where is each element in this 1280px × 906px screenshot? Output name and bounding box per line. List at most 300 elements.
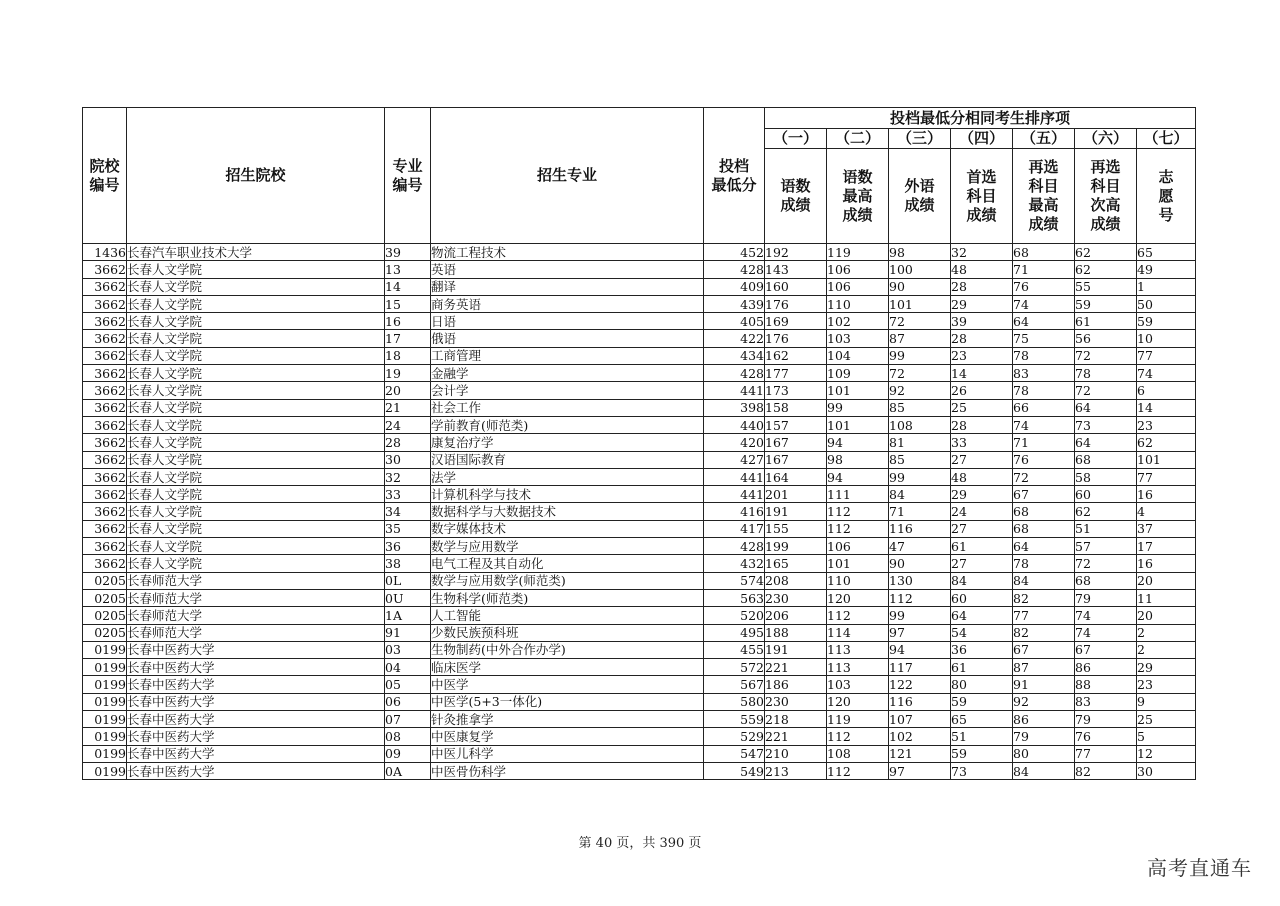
table-row — [83, 261, 1196, 278]
cell-major-name: 数学与应用数学 — [431, 538, 704, 555]
cell-major-code: 34 — [385, 503, 431, 520]
cell-score-chinese-math-max: 103 — [827, 330, 889, 347]
cell-score-second-next: 79 — [1075, 589, 1137, 606]
table-row — [83, 693, 1196, 710]
cell-score-first-subject: 29 — [951, 295, 1013, 312]
cell-score-chinese-math-max: 120 — [827, 589, 889, 606]
cell-score-first-subject: 33 — [951, 434, 1013, 451]
cell-min-score: 440 — [704, 416, 765, 433]
cell-school-name: 长春师范大学 — [127, 607, 385, 624]
cell-major-name: 工商管理 — [431, 347, 704, 364]
cell-score-first-subject: 59 — [951, 693, 1013, 710]
cell-volunteer-no: 23 — [1137, 676, 1196, 693]
cell-school-code: 3662 — [83, 278, 127, 295]
cell-school-code: 0199 — [83, 762, 127, 779]
header-order-4: （四） — [951, 129, 1013, 149]
header-sub-2: 语数 最高 成绩 — [827, 149, 889, 244]
cell-min-score: 547 — [704, 745, 765, 762]
cell-score-foreign: 108 — [889, 416, 951, 433]
cell-score-second-max: 77 — [1013, 607, 1075, 624]
header-sub-1: 语数 成绩 — [765, 149, 827, 244]
cell-major-code: 05 — [385, 676, 431, 693]
cell-score-chinese-math: 173 — [765, 382, 827, 399]
cell-school-code: 3662 — [83, 330, 127, 347]
cell-score-second-max: 75 — [1013, 330, 1075, 347]
cell-major-code: 1A — [385, 607, 431, 624]
cell-min-score: 441 — [704, 468, 765, 485]
cell-school-name: 长春人文学院 — [127, 278, 385, 295]
cell-school-name: 长春中医药大学 — [127, 693, 385, 710]
cell-major-name: 数学与应用数学(师范类) — [431, 572, 704, 589]
table-row — [83, 313, 1196, 330]
cell-min-score: 441 — [704, 382, 765, 399]
cell-major-name: 康复治疗学 — [431, 434, 704, 451]
cell-major-code: 18 — [385, 347, 431, 364]
header-sub-4: 首选 科目 成绩 — [951, 149, 1013, 244]
cell-volunteer-no: 6 — [1137, 382, 1196, 399]
cell-volunteer-no: 49 — [1137, 261, 1196, 278]
cell-major-name: 商务英语 — [431, 295, 704, 312]
header-sub-7: 志 愿 号 — [1137, 149, 1196, 244]
cell-score-second-next: 77 — [1075, 745, 1137, 762]
cell-score-second-max: 79 — [1013, 728, 1075, 745]
cell-score-second-max: 64 — [1013, 538, 1075, 555]
header-sub-5: 再选 科目 最高 成绩 — [1013, 149, 1075, 244]
cell-score-foreign: 71 — [889, 503, 951, 520]
cell-score-foreign: 121 — [889, 745, 951, 762]
cell-score-second-max: 82 — [1013, 589, 1075, 606]
cell-major-name: 少数民族预科班 — [431, 624, 704, 641]
cell-score-second-next: 64 — [1075, 399, 1137, 416]
cell-min-score: 417 — [704, 520, 765, 537]
cell-score-first-subject: 80 — [951, 676, 1013, 693]
cell-score-chinese-math-max: 109 — [827, 365, 889, 382]
cell-volunteer-no: 77 — [1137, 347, 1196, 364]
cell-score-chinese-math-max: 113 — [827, 641, 889, 658]
cell-min-score: 574 — [704, 572, 765, 589]
cell-score-chinese-math-max: 106 — [827, 261, 889, 278]
cell-score-foreign: 99 — [889, 468, 951, 485]
cell-score-chinese-math-max: 106 — [827, 278, 889, 295]
cell-score-chinese-math: 160 — [765, 278, 827, 295]
cell-major-code: 36 — [385, 538, 431, 555]
table-row — [83, 347, 1196, 364]
cell-school-code: 3662 — [83, 520, 127, 537]
cell-score-first-subject: 27 — [951, 451, 1013, 468]
cell-score-second-next: 68 — [1075, 451, 1137, 468]
cell-score-chinese-math-max: 101 — [827, 416, 889, 433]
cell-score-foreign: 116 — [889, 520, 951, 537]
cell-score-foreign: 107 — [889, 711, 951, 728]
header-sort-group: 投档最低分相同考生排序项 — [765, 108, 1196, 129]
cell-score-first-subject: 25 — [951, 399, 1013, 416]
cell-school-name: 长春师范大学 — [127, 624, 385, 641]
cell-major-code: 30 — [385, 451, 431, 468]
cell-score-foreign: 97 — [889, 624, 951, 641]
cell-min-score: 452 — [704, 244, 765, 261]
cell-school-name: 长春人文学院 — [127, 416, 385, 433]
cell-major-code: 03 — [385, 641, 431, 658]
cell-score-second-next: 72 — [1075, 347, 1137, 364]
cell-score-second-next: 59 — [1075, 295, 1137, 312]
cell-score-foreign: 100 — [889, 261, 951, 278]
cell-score-second-max: 66 — [1013, 399, 1075, 416]
cell-min-score: 434 — [704, 347, 765, 364]
cell-major-name: 社会工作 — [431, 399, 704, 416]
table-row — [83, 624, 1196, 641]
cell-major-name: 中医儿科学 — [431, 745, 704, 762]
cell-min-score: 441 — [704, 486, 765, 503]
cell-score-foreign: 99 — [889, 347, 951, 364]
table-row — [83, 416, 1196, 433]
cell-school-code: 3662 — [83, 503, 127, 520]
cell-school-code: 0199 — [83, 641, 127, 658]
cell-major-name: 临床医学 — [431, 659, 704, 676]
cell-volunteer-no: 37 — [1137, 520, 1196, 537]
table-row — [83, 295, 1196, 312]
cell-score-second-next: 79 — [1075, 711, 1137, 728]
cell-school-name: 长春师范大学 — [127, 572, 385, 589]
cell-school-name: 长春中医药大学 — [127, 676, 385, 693]
cell-score-chinese-math: 162 — [765, 347, 827, 364]
cell-min-score: 529 — [704, 728, 765, 745]
cell-score-second-max: 87 — [1013, 659, 1075, 676]
cell-school-name: 长春人文学院 — [127, 382, 385, 399]
cell-min-score: 495 — [704, 624, 765, 641]
cell-school-code: 0199 — [83, 728, 127, 745]
cell-major-code: 35 — [385, 520, 431, 537]
cell-volunteer-no: 2 — [1137, 624, 1196, 641]
cell-major-name: 中医康复学 — [431, 728, 704, 745]
table-row — [83, 486, 1196, 503]
cell-major-code: 20 — [385, 382, 431, 399]
cell-score-first-subject: 26 — [951, 382, 1013, 399]
cell-score-chinese-math: 201 — [765, 486, 827, 503]
cell-score-chinese-math-max: 101 — [827, 555, 889, 572]
cell-school-name: 长春人文学院 — [127, 468, 385, 485]
cell-min-score: 416 — [704, 503, 765, 520]
table-row — [83, 711, 1196, 728]
cell-score-foreign: 84 — [889, 486, 951, 503]
cell-school-name: 长春人文学院 — [127, 503, 385, 520]
cell-school-name: 长春人文学院 — [127, 555, 385, 572]
cell-volunteer-no: 14 — [1137, 399, 1196, 416]
cell-score-first-subject: 24 — [951, 503, 1013, 520]
cell-volunteer-no: 10 — [1137, 330, 1196, 347]
cell-min-score: 427 — [704, 451, 765, 468]
cell-score-second-max: 78 — [1013, 382, 1075, 399]
cell-score-second-max: 76 — [1013, 451, 1075, 468]
cell-major-name: 英语 — [431, 261, 704, 278]
cell-school-code: 3662 — [83, 347, 127, 364]
cell-major-code: 09 — [385, 745, 431, 762]
cell-major-name: 学前教育(师范类) — [431, 416, 704, 433]
cell-score-first-subject: 14 — [951, 365, 1013, 382]
cell-school-code: 0199 — [83, 711, 127, 728]
cell-score-second-next: 67 — [1075, 641, 1137, 658]
cell-min-score: 559 — [704, 711, 765, 728]
cell-major-name: 汉语国际教育 — [431, 451, 704, 468]
cell-score-first-subject: 59 — [951, 745, 1013, 762]
cell-volunteer-no: 16 — [1137, 486, 1196, 503]
cell-score-second-next: 82 — [1075, 762, 1137, 779]
cell-score-chinese-math-max: 104 — [827, 347, 889, 364]
header-order-2: （二） — [827, 129, 889, 149]
cell-score-foreign: 47 — [889, 538, 951, 555]
cell-min-score: 420 — [704, 434, 765, 451]
cell-score-second-max: 68 — [1013, 244, 1075, 261]
cell-min-score: 409 — [704, 278, 765, 295]
cell-score-chinese-math-max: 110 — [827, 295, 889, 312]
cell-major-code: 17 — [385, 330, 431, 347]
cell-score-chinese-math: 230 — [765, 589, 827, 606]
cell-min-score: 455 — [704, 641, 765, 658]
cell-min-score: 422 — [704, 330, 765, 347]
cell-school-code: 0205 — [83, 572, 127, 589]
cell-school-name: 长春人文学院 — [127, 365, 385, 382]
cell-score-second-next: 60 — [1075, 486, 1137, 503]
table-row — [83, 244, 1196, 261]
cell-score-chinese-math-max: 114 — [827, 624, 889, 641]
cell-score-chinese-math: 157 — [765, 416, 827, 433]
cell-score-chinese-math: 221 — [765, 659, 827, 676]
cell-major-code: 19 — [385, 365, 431, 382]
cell-score-chinese-math: 230 — [765, 693, 827, 710]
cell-score-first-subject: 60 — [951, 589, 1013, 606]
table-row — [83, 382, 1196, 399]
cell-score-chinese-math: 143 — [765, 261, 827, 278]
cell-major-code: 33 — [385, 486, 431, 503]
header-school-code: 院校 编号 — [83, 108, 127, 244]
cell-score-foreign: 112 — [889, 589, 951, 606]
cell-school-name: 长春人文学院 — [127, 313, 385, 330]
cell-min-score: 432 — [704, 555, 765, 572]
cell-score-first-subject: 23 — [951, 347, 1013, 364]
cell-major-code: 24 — [385, 416, 431, 433]
cell-score-chinese-math: 186 — [765, 676, 827, 693]
cell-volunteer-no: 16 — [1137, 555, 1196, 572]
cell-score-second-next: 74 — [1075, 607, 1137, 624]
cell-score-chinese-math: 177 — [765, 365, 827, 382]
cell-score-second-next: 76 — [1075, 728, 1137, 745]
cell-school-name: 长春人文学院 — [127, 520, 385, 537]
table-row — [83, 278, 1196, 295]
cell-volunteer-no: 30 — [1137, 762, 1196, 779]
cell-score-chinese-math: 199 — [765, 538, 827, 555]
table-row — [83, 434, 1196, 451]
cell-major-name: 中医骨伤科学 — [431, 762, 704, 779]
cell-score-second-max: 72 — [1013, 468, 1075, 485]
cell-volunteer-no: 25 — [1137, 711, 1196, 728]
cell-score-first-subject: 39 — [951, 313, 1013, 330]
header-order-6: （六） — [1075, 129, 1137, 149]
cell-score-foreign: 94 — [889, 641, 951, 658]
cell-score-chinese-math: 176 — [765, 295, 827, 312]
cell-volunteer-no: 59 — [1137, 313, 1196, 330]
cell-major-code: 04 — [385, 659, 431, 676]
cell-major-name: 物流工程技术 — [431, 244, 704, 261]
cell-score-first-subject: 28 — [951, 416, 1013, 433]
cell-min-score: 580 — [704, 693, 765, 710]
cell-school-code: 3662 — [83, 434, 127, 451]
cell-major-code: 14 — [385, 278, 431, 295]
page-footer: 第 40 页，共 390 页 — [578, 836, 702, 851]
cell-score-second-max: 78 — [1013, 347, 1075, 364]
table-row — [83, 745, 1196, 762]
cell-major-name: 法学 — [431, 468, 704, 485]
cell-score-chinese-math-max: 98 — [827, 451, 889, 468]
cell-major-name: 日语 — [431, 313, 704, 330]
cell-school-name: 长春汽车职业技术大学 — [127, 244, 385, 261]
cell-min-score: 428 — [704, 365, 765, 382]
cell-school-code: 3662 — [83, 451, 127, 468]
cell-volunteer-no: 101 — [1137, 451, 1196, 468]
cell-major-code: 28 — [385, 434, 431, 451]
table-row — [83, 503, 1196, 520]
cell-school-code: 3662 — [83, 365, 127, 382]
cell-volunteer-no: 4 — [1137, 503, 1196, 520]
cell-volunteer-no: 65 — [1137, 244, 1196, 261]
cell-school-name: 长春人文学院 — [127, 399, 385, 416]
cell-score-second-next: 58 — [1075, 468, 1137, 485]
cell-score-second-next: 78 — [1075, 365, 1137, 382]
cell-score-chinese-math-max: 120 — [827, 693, 889, 710]
cell-major-name: 生物科学(师范类) — [431, 589, 704, 606]
cell-school-name: 长春人文学院 — [127, 486, 385, 503]
table-row — [83, 589, 1196, 606]
cell-score-chinese-math: 208 — [765, 572, 827, 589]
cell-score-chinese-math-max: 108 — [827, 745, 889, 762]
cell-score-second-max: 78 — [1013, 555, 1075, 572]
cell-score-first-subject: 54 — [951, 624, 1013, 641]
cell-major-name: 人工智能 — [431, 607, 704, 624]
cell-score-foreign: 117 — [889, 659, 951, 676]
cell-score-first-subject: 61 — [951, 659, 1013, 676]
table-header — [83, 108, 1196, 244]
cell-volunteer-no: 62 — [1137, 434, 1196, 451]
cell-score-chinese-math: 192 — [765, 244, 827, 261]
cell-score-chinese-math: 155 — [765, 520, 827, 537]
header-sub-6: 再选 科目 次高 成绩 — [1075, 149, 1137, 244]
cell-volunteer-no: 12 — [1137, 745, 1196, 762]
cell-score-chinese-math-max: 112 — [827, 762, 889, 779]
cell-score-chinese-math-max: 99 — [827, 399, 889, 416]
cell-school-code: 3662 — [83, 555, 127, 572]
cell-score-second-next: 51 — [1075, 520, 1137, 537]
table-row — [83, 659, 1196, 676]
cell-min-score: 405 — [704, 313, 765, 330]
cell-score-chinese-math-max: 112 — [827, 520, 889, 537]
cell-min-score: 398 — [704, 399, 765, 416]
cell-score-chinese-math: 188 — [765, 624, 827, 641]
header-order-3: （三） — [889, 129, 951, 149]
cell-score-second-next: 62 — [1075, 503, 1137, 520]
cell-school-name: 长春中医药大学 — [127, 659, 385, 676]
cell-score-second-max: 74 — [1013, 295, 1075, 312]
header-sub-3: 外语 成绩 — [889, 149, 951, 244]
cell-volunteer-no: 1 — [1137, 278, 1196, 295]
cell-score-chinese-math-max: 112 — [827, 607, 889, 624]
cell-score-foreign: 72 — [889, 313, 951, 330]
cell-volunteer-no: 2 — [1137, 641, 1196, 658]
cell-school-name: 长春人文学院 — [127, 451, 385, 468]
cell-school-code: 0205 — [83, 624, 127, 641]
cell-score-first-subject: 28 — [951, 278, 1013, 295]
cell-score-chinese-math: 191 — [765, 641, 827, 658]
cell-score-first-subject: 48 — [951, 468, 1013, 485]
cell-major-code: 21 — [385, 399, 431, 416]
watermark: 高考直通车 — [1147, 856, 1252, 880]
cell-major-name: 会计学 — [431, 382, 704, 399]
cell-score-foreign: 90 — [889, 555, 951, 572]
cell-school-name: 长春中医药大学 — [127, 762, 385, 779]
admission-score-table — [82, 107, 1196, 780]
cell-major-code: 0U — [385, 589, 431, 606]
cell-school-code: 3662 — [83, 468, 127, 485]
cell-score-foreign: 102 — [889, 728, 951, 745]
table-row — [83, 520, 1196, 537]
cell-school-code: 3662 — [83, 416, 127, 433]
cell-major-code: 07 — [385, 711, 431, 728]
cell-school-code: 3662 — [83, 261, 127, 278]
cell-score-chinese-math-max: 94 — [827, 434, 889, 451]
cell-volunteer-no: 29 — [1137, 659, 1196, 676]
cell-score-first-subject: 65 — [951, 711, 1013, 728]
cell-score-chinese-math: 221 — [765, 728, 827, 745]
cell-min-score: 520 — [704, 607, 765, 624]
cell-score-first-subject: 48 — [951, 261, 1013, 278]
cell-min-score: 563 — [704, 589, 765, 606]
cell-school-code: 3662 — [83, 382, 127, 399]
cell-score-first-subject: 51 — [951, 728, 1013, 745]
cell-score-chinese-math: 176 — [765, 330, 827, 347]
cell-major-code: 13 — [385, 261, 431, 278]
cell-score-chinese-math-max: 103 — [827, 676, 889, 693]
cell-min-score: 572 — [704, 659, 765, 676]
cell-major-code: 38 — [385, 555, 431, 572]
cell-score-chinese-math: 164 — [765, 468, 827, 485]
cell-score-second-next: 86 — [1075, 659, 1137, 676]
cell-major-code: 06 — [385, 693, 431, 710]
cell-score-chinese-math-max: 113 — [827, 659, 889, 676]
cell-major-name: 数字媒体技术 — [431, 520, 704, 537]
header-order-5: （五） — [1013, 129, 1075, 149]
cell-school-code: 0205 — [83, 589, 127, 606]
cell-school-code: 3662 — [83, 399, 127, 416]
cell-major-name: 中医学 — [431, 676, 704, 693]
cell-score-second-max: 67 — [1013, 641, 1075, 658]
cell-score-foreign: 122 — [889, 676, 951, 693]
cell-score-second-max: 84 — [1013, 762, 1075, 779]
cell-score-chinese-math-max: 102 — [827, 313, 889, 330]
cell-score-chinese-math-max: 119 — [827, 244, 889, 261]
header-school-name: 招生院校 — [127, 108, 385, 244]
cell-score-foreign: 90 — [889, 278, 951, 295]
cell-score-chinese-math-max: 94 — [827, 468, 889, 485]
cell-school-code: 3662 — [83, 486, 127, 503]
cell-score-second-max: 67 — [1013, 486, 1075, 503]
cell-score-second-max: 82 — [1013, 624, 1075, 641]
cell-score-second-max: 74 — [1013, 416, 1075, 433]
cell-score-second-next: 56 — [1075, 330, 1137, 347]
cell-school-code: 0199 — [83, 693, 127, 710]
cell-score-second-max: 86 — [1013, 711, 1075, 728]
cell-score-first-subject: 27 — [951, 555, 1013, 572]
cell-score-foreign: 92 — [889, 382, 951, 399]
cell-score-second-next: 64 — [1075, 434, 1137, 451]
cell-major-code: 16 — [385, 313, 431, 330]
cell-score-foreign: 98 — [889, 244, 951, 261]
